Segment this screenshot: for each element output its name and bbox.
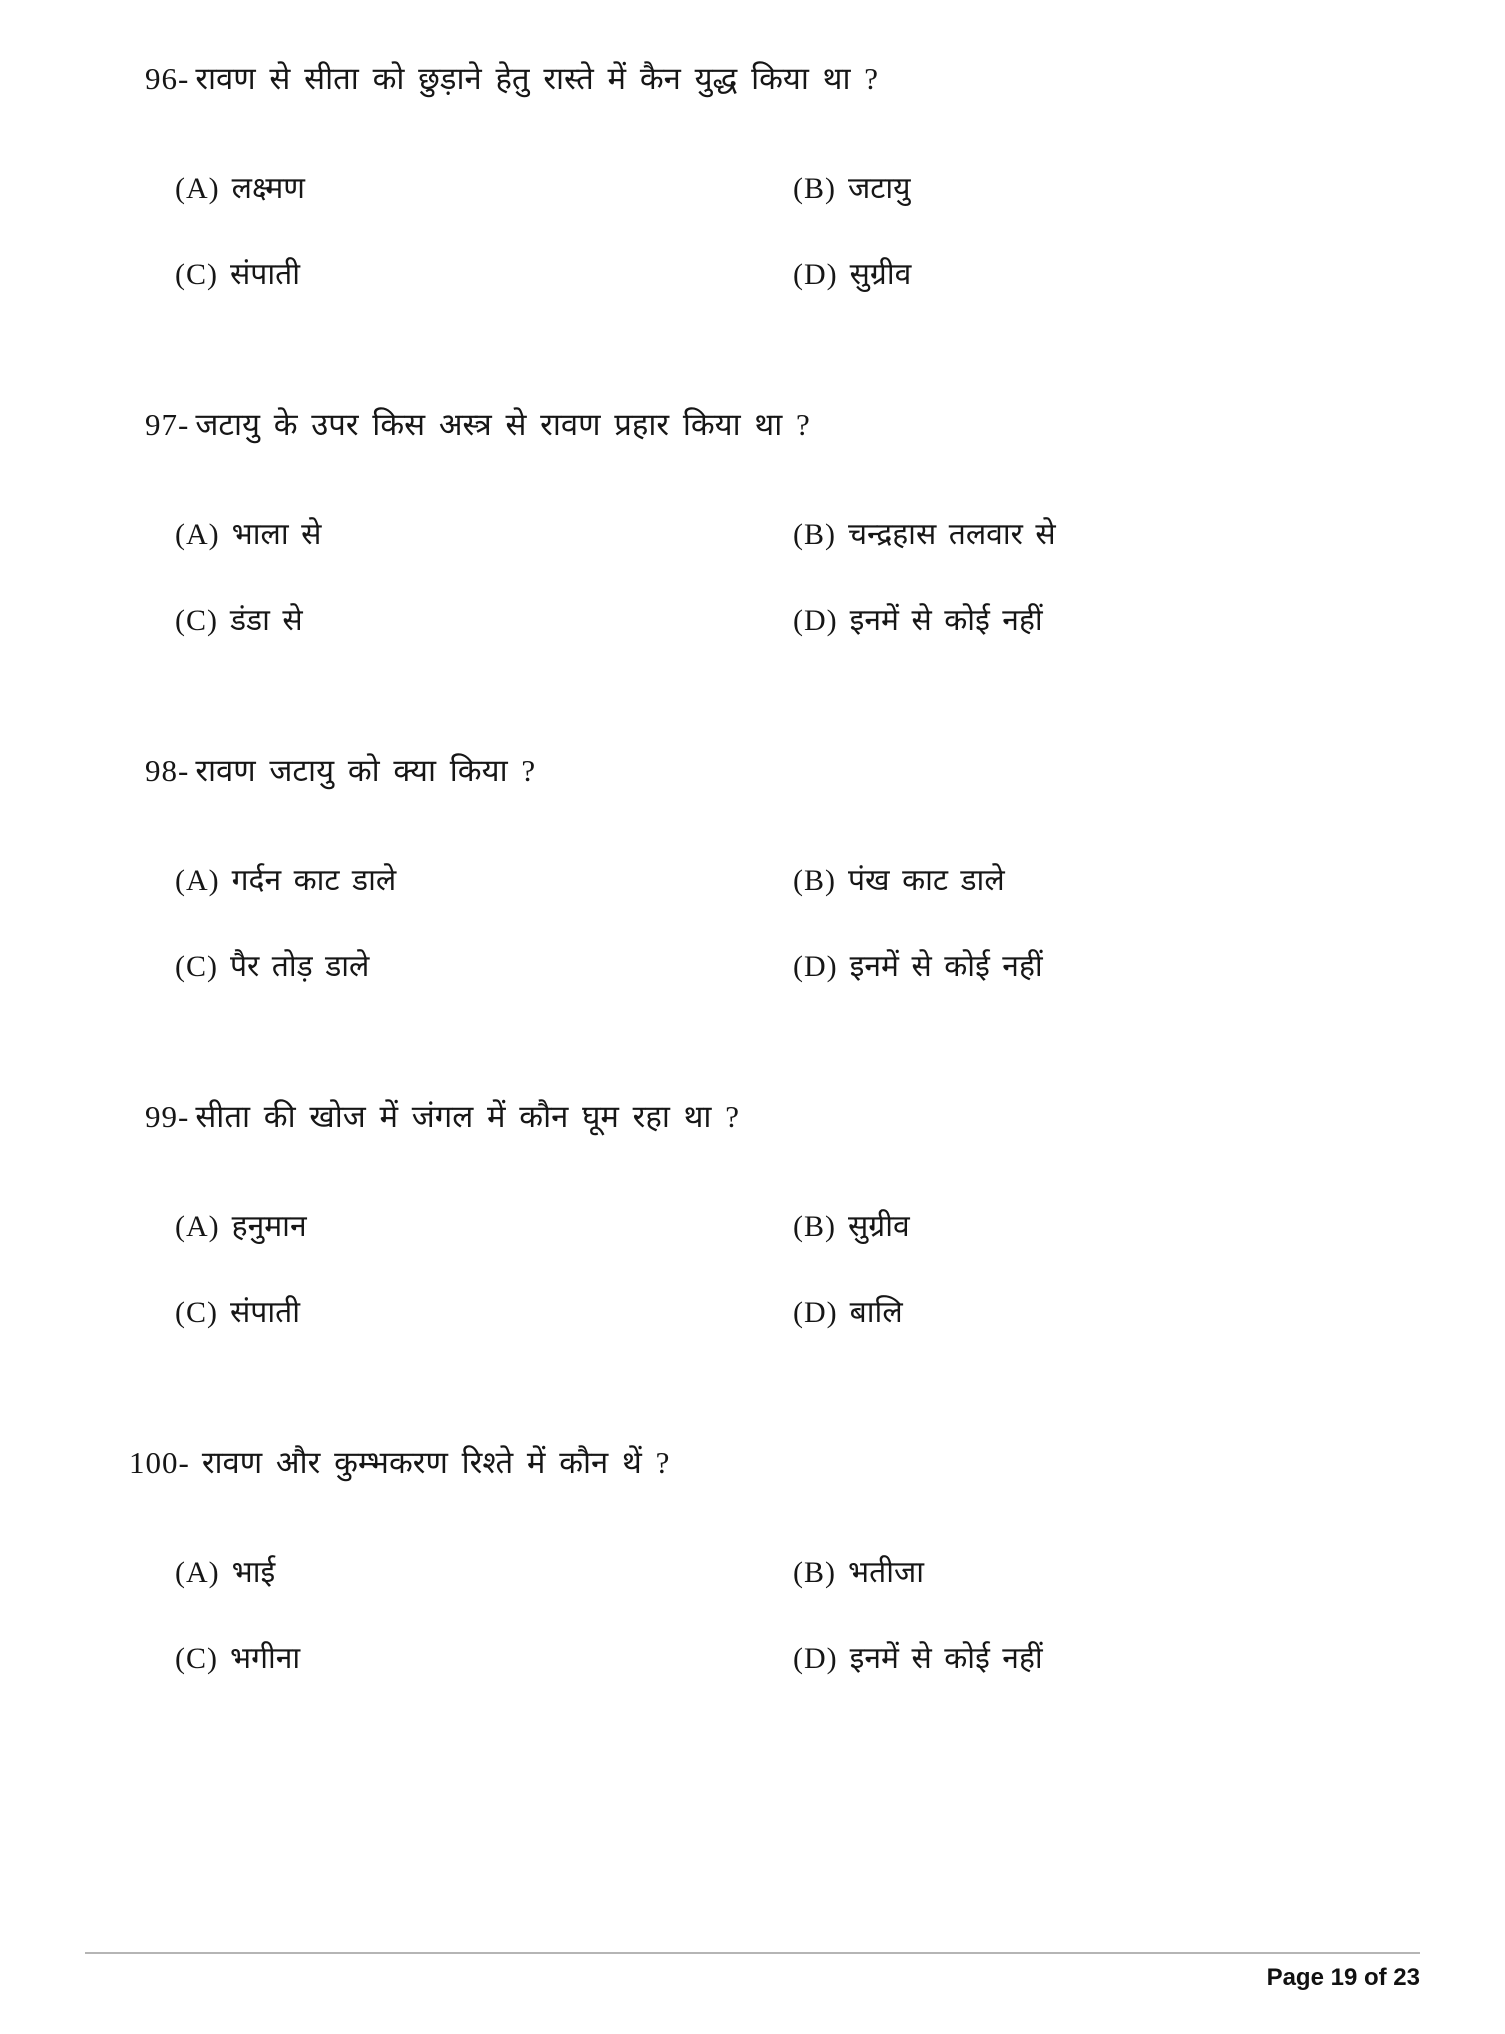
option-c: [175, 600, 793, 642]
options-row: [129, 1552, 1420, 1594]
option-d: [793, 1638, 1043, 1680]
option-b: [793, 1206, 910, 1248]
option-label: (D): [793, 604, 838, 637]
option-b: [793, 860, 1005, 902]
question-number: 96-: [145, 61, 190, 96]
question-text: सीता की खोज में जंगल में कौन घूम रहा था ?: [195, 1099, 739, 1134]
option-a: [175, 1552, 793, 1594]
option-text: इनमें से कोई नहीं: [849, 604, 1043, 637]
option-label: (A): [175, 518, 220, 551]
option-label: (B): [793, 518, 836, 551]
option-a: [175, 1206, 793, 1248]
option-text: भगीना: [230, 1642, 301, 1675]
question-line: [145, 1096, 1420, 1138]
option-label: (D): [793, 1642, 838, 1675]
question-text: रावण से सीता को छुड़ाने हेतु रास्ते में कैन युद्ध किया था ?: [195, 61, 879, 96]
option-text: गर्दन काट डाले: [231, 864, 397, 897]
option-label: (B): [793, 172, 836, 205]
question-line: [145, 58, 1420, 100]
question-block-98: [145, 750, 1420, 988]
option-label: (C): [175, 1642, 218, 1675]
options-row: [145, 860, 1420, 902]
option-d: [793, 600, 1043, 642]
option-text: इनमें से कोई नहीं: [849, 1642, 1043, 1675]
option-c: [175, 1638, 793, 1680]
options-row: [145, 1292, 1420, 1334]
option-text: भाला से: [231, 518, 322, 551]
question-text: रावण जटायु को क्या किया ?: [195, 753, 536, 788]
option-b: [793, 1552, 924, 1594]
question-number: 99-: [145, 1099, 190, 1134]
option-d: [793, 1292, 903, 1334]
option-c: [175, 1292, 793, 1334]
option-c: [175, 946, 793, 988]
page-footer: [0, 1952, 1505, 2034]
question-line: [145, 404, 1420, 446]
option-a: [175, 168, 793, 210]
question-number: 97-: [145, 407, 190, 442]
option-text: पंख काट डाले: [848, 864, 1005, 897]
options-row: [129, 1638, 1420, 1680]
option-label: (C): [175, 604, 218, 637]
question-line: [145, 750, 1420, 792]
option-text: संपाती: [230, 1296, 300, 1329]
question-block-99: [145, 1096, 1420, 1334]
option-text: सुग्रीव: [848, 1210, 910, 1243]
page-number-label: Page 19 of 23: [1266, 1964, 1420, 1991]
question-number: 98-: [145, 753, 190, 788]
option-text: इनमें से कोई नहीं: [849, 950, 1043, 983]
question-text: जटायु के उपर किस अस्त्र से रावण प्रहार किया था ?: [195, 407, 810, 442]
option-d: [793, 254, 911, 296]
option-text: संपाती: [230, 258, 300, 291]
options-row: [145, 168, 1420, 210]
option-text: पैर तोड़ डाले: [230, 950, 370, 983]
option-text: भतीजा: [848, 1556, 924, 1589]
option-label: (A): [175, 1556, 220, 1589]
options-row: [145, 600, 1420, 642]
option-label: (B): [793, 1556, 836, 1589]
option-label: (C): [175, 950, 218, 983]
option-a: [175, 514, 793, 556]
option-label: (C): [175, 1296, 218, 1329]
option-text: चन्द्रहास तलवार से: [848, 518, 1056, 551]
option-label: (D): [793, 950, 838, 983]
option-a: [175, 860, 793, 902]
option-text: बालि: [849, 1296, 903, 1329]
question-line: [129, 1442, 1420, 1484]
option-text: जटायु: [848, 172, 911, 205]
option-b: [793, 168, 911, 210]
question-block-100: [129, 1442, 1420, 1680]
option-d: [793, 946, 1043, 988]
options-row: [145, 1206, 1420, 1248]
options-row: [145, 946, 1420, 988]
option-label: (A): [175, 172, 220, 205]
question-text: रावण और कुम्भकरण रिश्ते में कौन थें ?: [201, 1445, 670, 1480]
option-text: सुग्रीव: [849, 258, 912, 291]
option-text: डंडा से: [230, 604, 303, 637]
options-row: [145, 254, 1420, 296]
option-label: (D): [793, 258, 838, 291]
option-label: (B): [793, 864, 836, 897]
question-block-96: [145, 58, 1420, 296]
option-label: (C): [175, 258, 218, 291]
option-label: (A): [175, 1210, 220, 1243]
option-text: लक्ष्मण: [231, 172, 305, 205]
option-label: (D): [793, 1296, 838, 1329]
option-label: (B): [793, 1210, 836, 1243]
option-label: (A): [175, 864, 220, 897]
footer-divider: [85, 1952, 1420, 1954]
option-b: [793, 514, 1056, 556]
option-c: [175, 254, 793, 296]
question-block-97: [145, 404, 1420, 642]
question-number: 100-: [129, 1445, 190, 1480]
options-row: [145, 514, 1420, 556]
option-text: भाई: [231, 1556, 276, 1589]
option-text: हनुमान: [231, 1210, 307, 1243]
